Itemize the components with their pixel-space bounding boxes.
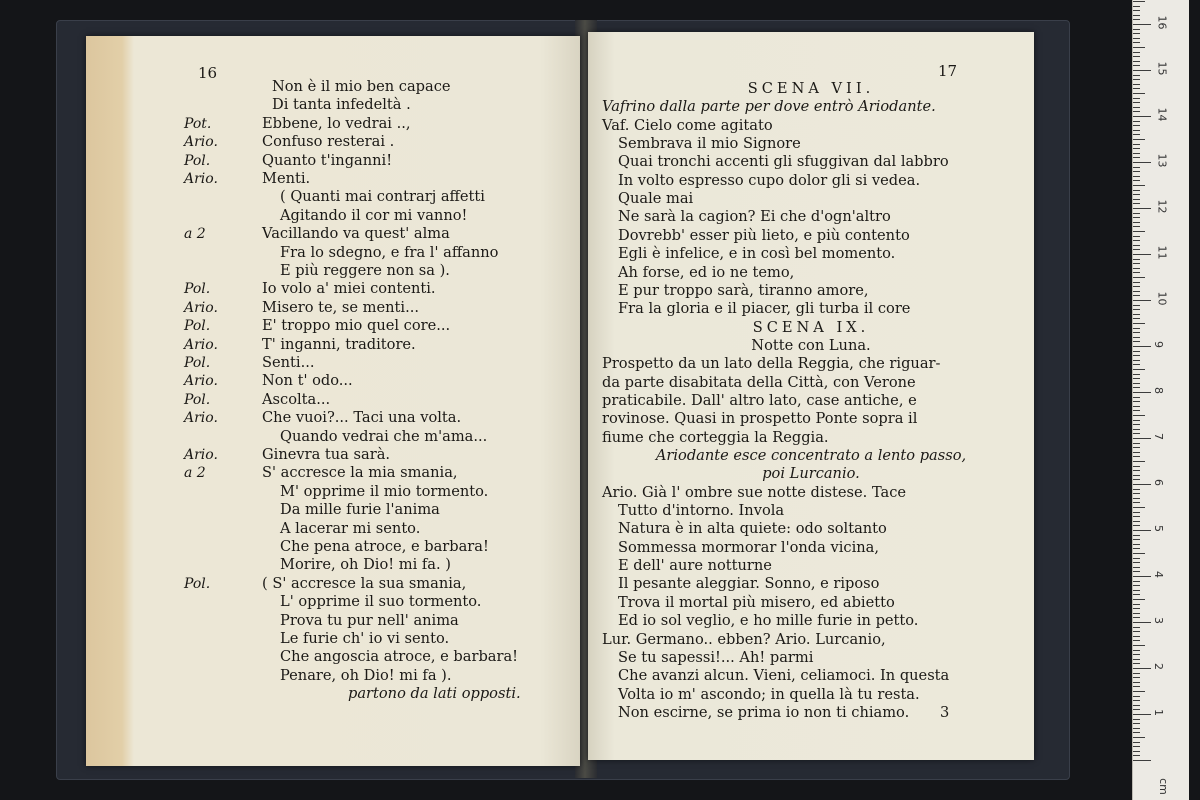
right-line-24: Natura è in alta quiete: odo soltanto [618, 520, 887, 538]
ruler-tick [1133, 521, 1140, 522]
right-line-33: Volta io m' ascondo; in quella là tu resta. [618, 685, 920, 703]
right-line-11: E pur troppo sarà, tiranno amore, [618, 281, 869, 299]
ruler-tick [1133, 33, 1140, 34]
ruler-tick [1133, 613, 1140, 614]
left-speaker-12: Ario. [184, 299, 218, 316]
ruler-tick [1133, 466, 1140, 467]
ruler-tick [1133, 56, 1140, 57]
ruler-tick [1133, 337, 1140, 338]
ruler-tick [1133, 351, 1140, 352]
ruler-tick [1133, 447, 1140, 448]
ruler-tick [1133, 737, 1145, 738]
left-line-33: partono da lati opposti. [348, 685, 521, 703]
ruler-tick [1133, 581, 1140, 582]
right-line-20: Ariodante esce concentrato a lento passo, [655, 447, 967, 464]
left-page-number: 16 [198, 64, 218, 82]
ruler-tick [1133, 755, 1140, 756]
right-line-10: Ah forse, ed io ne temo, [618, 263, 795, 281]
ruler-tick [1133, 682, 1140, 683]
left-line-7: Agitando il cor mi vanno! [280, 206, 468, 224]
ruler-tick [1133, 369, 1145, 370]
left-speaker-27: Pol. [184, 575, 211, 592]
ruler-tick [1133, 277, 1145, 278]
ruler-tick [1133, 571, 1140, 572]
right-line-18: rovinose. Quasi in prospetto Ponte sopra il [602, 410, 918, 428]
right-line-34: Non escirne, se prima io non ti chiamo. [618, 703, 910, 721]
ruler-tick [1133, 631, 1140, 632]
ruler-number: 2 [1152, 663, 1165, 670]
left-line-27: ( S' accresce la sua smania, [262, 574, 467, 592]
ruler-tick [1133, 332, 1140, 333]
ruler-tick [1133, 93, 1145, 94]
ruler-tick [1133, 728, 1140, 729]
ruler-tick [1133, 254, 1151, 255]
right-line-12: Fra la gloria e il piacer, gli turba il core [618, 300, 911, 318]
ruler-tick [1133, 194, 1140, 195]
ruler-tick [1133, 401, 1140, 402]
left-line-14: T' inganni, traditore. [262, 335, 416, 353]
ruler-tick [1133, 622, 1151, 623]
ruler-tick [1133, 548, 1140, 549]
ruler-tick [1133, 42, 1140, 43]
ruler-tick [1133, 673, 1140, 674]
ruler-tick [1133, 102, 1140, 103]
ruler-tick [1133, 677, 1140, 678]
ruler-tick [1133, 498, 1140, 499]
ruler-tick [1133, 424, 1140, 425]
ruler-tick [1133, 645, 1145, 646]
ruler-tick [1133, 516, 1140, 517]
ruler-tick [1133, 268, 1140, 269]
right-page [588, 32, 1034, 760]
ruler-tick [1133, 323, 1145, 324]
right-line-7: Ne sarà la cagion? Ei che d'ogn'altro [618, 208, 891, 226]
ruler-tick [1133, 176, 1140, 177]
ruler-tick [1133, 134, 1140, 135]
ruler-tick [1133, 88, 1140, 89]
right-line-30: Lur. Germano.. ebben? Ario. Lurcanio, [602, 630, 886, 648]
right-line-23: Tutto d'intorno. Invola [618, 502, 785, 520]
left-speaker-14: Ario. [184, 336, 218, 353]
ruler-tick [1133, 410, 1140, 411]
ruler-tick [1133, 61, 1140, 62]
ruler-tick [1133, 608, 1140, 609]
left-speaker-11: Pol. [184, 281, 211, 298]
left-line-18: Che vuoi?... Taci una volta. [262, 409, 462, 427]
left-line-8: Vacillando va quest' alma [262, 225, 450, 243]
right-line-17: praticabile. Dall' altro lato, case antiche, e [602, 391, 917, 409]
left-speaker-8: a 2 [184, 226, 206, 243]
right-line-14: Notte con Luna. [751, 336, 871, 354]
ruler-tick [1133, 328, 1140, 329]
ruler-tick [1133, 364, 1140, 365]
ruler-tick [1133, 148, 1140, 149]
right-line-27: Il pesante aleggiar. Sonno, e riposo [618, 575, 880, 593]
ruler-tick [1133, 121, 1140, 122]
ruler-tick [1133, 139, 1145, 140]
ruler-tick [1133, 240, 1140, 241]
scene-heading-13: SCENA IX. [752, 318, 870, 336]
ruler-tick [1133, 544, 1140, 545]
ruler-tick [1133, 305, 1140, 306]
ruler-tick [1133, 190, 1140, 191]
ruler-tick [1133, 553, 1145, 554]
ruler-tick [1133, 125, 1140, 126]
left-speaker-5: Ario. [184, 171, 218, 187]
left-line-25: Che pena atroce, e barbara! [280, 538, 489, 555]
ruler-tick [1133, 760, 1151, 761]
ruler-tick [1133, 438, 1151, 439]
ruler-tick [1133, 461, 1145, 462]
right-line-28: Trova il mortal più misero, ed abietto [618, 593, 895, 611]
ruler-tick [1133, 585, 1140, 586]
ruler-tick [1133, 222, 1140, 223]
ruler-tick [1133, 341, 1140, 342]
ruler-tick [1133, 300, 1151, 301]
right-page-number: 17 [938, 62, 958, 80]
ruler-tick [1133, 314, 1140, 315]
ruler-tick [1133, 590, 1140, 591]
left-line-21: S' accresce la mia smania, [262, 464, 458, 482]
left-line-6: ( Quanti mai contrarj affetti [280, 188, 485, 206]
right-line-26: E dell' aure notturne [618, 557, 772, 575]
right-line-3: Sembrava il mio Signore [618, 135, 801, 153]
ruler-tick [1133, 594, 1140, 595]
left-line-30: Le furie ch' io vi sento. [280, 630, 450, 647]
ruler-tick [1133, 392, 1151, 393]
right-line-19: fiume che corteggia la Reggia. [602, 428, 829, 446]
left-line-5: Menti. [262, 170, 311, 187]
ruler-tick [1133, 719, 1140, 720]
ruler-tick [1133, 84, 1140, 85]
ruler-tick [1133, 558, 1140, 559]
ruler-tick [1133, 245, 1140, 246]
ruler-number: 15 [1155, 61, 1169, 76]
left-line-22: M' opprime il mio tormento. [280, 482, 489, 500]
ruler-tick [1133, 157, 1140, 158]
ruler-tick [1133, 24, 1151, 25]
ruler-tick [1133, 507, 1145, 508]
left-line-32: Penare, oh Dio! mi fa ). [280, 666, 452, 684]
right-line-15: Prospetto da un lato della Reggia, che riguar- [602, 355, 941, 373]
right-line-21: poi Lurcanio. [762, 465, 860, 483]
right-line-6: Quale mai [618, 190, 694, 208]
ruler-tick [1133, 52, 1140, 53]
ruler-tick [1133, 530, 1151, 531]
left-line-9: Fra lo sdegno, e fra l' affanno [280, 243, 499, 261]
right-line-4: Quai tronchi accenti gli sfuggivan dal labbro [618, 153, 949, 171]
ruler-tick [1133, 705, 1140, 706]
ruler-tick [1133, 535, 1140, 536]
left-speaker-18: Ario. [184, 410, 218, 427]
ruler-tick [1133, 525, 1140, 526]
ruler-tick [1133, 47, 1145, 48]
ruler-tick [1133, 456, 1140, 457]
ruler-tick [1133, 397, 1140, 398]
ruler-tick [1133, 263, 1140, 264]
measurement-ruler [1132, 0, 1189, 800]
ruler-number: 6 [1152, 479, 1165, 486]
ruler-tick [1133, 512, 1140, 513]
ruler-tick [1133, 700, 1140, 701]
ruler-tick [1133, 484, 1151, 485]
ruler-tick [1133, 732, 1140, 733]
left-line-23: Da mille furie l'anima [280, 501, 440, 519]
ruler-tick [1133, 723, 1140, 724]
left-line-24: A lacerar mi sento. [280, 519, 421, 537]
ruler-tick [1133, 29, 1140, 30]
ruler-number: 3 [1152, 617, 1165, 624]
ruler-tick [1133, 576, 1151, 577]
left-speaker-2: Pot. [184, 115, 212, 132]
ruler-number: 16 [1155, 15, 1169, 30]
ruler-number: 14 [1155, 107, 1169, 122]
ruler-tick [1133, 742, 1140, 743]
ruler-tick [1133, 153, 1140, 154]
ruler-tick [1133, 226, 1140, 227]
ruler-tick [1133, 567, 1140, 568]
left-line-13: E' troppo mio quel core... [262, 317, 451, 335]
ruler-tick [1133, 65, 1140, 66]
left-speaker-13: Pol. [184, 318, 211, 335]
left-speaker-21: a 2 [184, 465, 206, 482]
left-line-26: Morire, oh Dio! mi fa. ) [280, 556, 451, 574]
ruler-tick [1133, 636, 1140, 637]
ruler-tick [1133, 360, 1140, 361]
ruler-tick [1133, 387, 1140, 388]
ruler-tick [1133, 98, 1140, 99]
right-line-8: Dovrebb' esser più lieto, e più contento [618, 226, 910, 244]
ruler-unit: cm [1156, 778, 1170, 795]
right-line-32: Che avanzi alcun. Vieni, celiamoci. In questa [618, 667, 950, 685]
ruler-tick [1133, 107, 1140, 108]
right-line-25: Sommessa mormorar l'onda vicina, [618, 538, 879, 556]
ruler-number: 9 [1152, 341, 1165, 348]
ruler-tick [1133, 452, 1140, 453]
ruler-tick [1133, 475, 1140, 476]
ruler-tick [1133, 346, 1151, 347]
left-speaker-4: Pol. [184, 152, 211, 169]
ruler-tick [1133, 111, 1140, 112]
ruler-tick [1133, 654, 1140, 655]
ruler-tick [1133, 383, 1140, 384]
ruler-tick [1133, 75, 1140, 76]
ruler-number: 5 [1152, 525, 1165, 532]
ruler-tick [1133, 6, 1140, 7]
ruler-tick [1133, 70, 1151, 71]
ruler-tick [1133, 203, 1140, 204]
left-line-10: E più reggere non sa ). [280, 262, 450, 279]
ruler-tick [1133, 259, 1140, 260]
scene-heading-0: SCENA VII. [747, 80, 875, 97]
ruler-tick [1133, 318, 1140, 319]
ruler-tick [1133, 286, 1140, 287]
ruler-tick [1133, 38, 1140, 39]
ruler-tick [1133, 420, 1140, 421]
ruler-tick [1133, 489, 1140, 490]
ruler-number: 11 [1155, 245, 1169, 260]
ruler-tick [1133, 180, 1140, 181]
ruler-tick [1133, 617, 1140, 618]
ruler-tick [1133, 291, 1140, 292]
right-line-5: In volto espresso cupo dolor gli si vedea. [618, 171, 921, 189]
ruler-tick [1133, 406, 1140, 407]
ruler-tick [1133, 691, 1145, 692]
ruler-tick [1133, 429, 1140, 430]
ruler-number: 8 [1152, 387, 1165, 394]
left-line-31: Che angoscia atroce, e barbara! [280, 648, 519, 666]
ruler-tick [1133, 130, 1140, 131]
ruler-tick [1133, 208, 1151, 209]
right-line-2: Vaf. Cielo come agitato [602, 116, 773, 134]
ruler-tick [1133, 213, 1140, 214]
ruler-tick [1133, 627, 1140, 628]
ruler-number: 10 [1155, 291, 1169, 306]
left-line-17: Ascolta... [262, 390, 331, 408]
ruler-tick [1133, 19, 1140, 20]
ruler-tick [1133, 309, 1140, 310]
ruler-tick [1133, 686, 1140, 687]
ruler-tick [1133, 79, 1140, 80]
left-speaker-17: Pol. [184, 391, 211, 408]
right-line-22: Ario. Già l' ombre sue notte distese. Tace [602, 483, 907, 501]
ruler-number: 13 [1155, 153, 1169, 168]
ruler-tick [1133, 217, 1140, 218]
left-line-28: L' opprime il suo tormento. [280, 593, 482, 611]
ruler-tick [1133, 493, 1140, 494]
ruler-tick [1133, 443, 1140, 444]
left-page [86, 36, 580, 766]
ruler-tick [1133, 659, 1140, 660]
ruler-number: 7 [1152, 433, 1165, 440]
signature-mark: 3 [940, 703, 950, 721]
left-line-11: Io volo a' miei contenti. [262, 280, 436, 298]
left-speaker-3: Ario. [184, 134, 218, 151]
ruler-tick [1133, 231, 1145, 232]
left-line-19: Quando vedrai che m'ama... [280, 427, 488, 445]
ruler-number: 12 [1155, 199, 1169, 214]
ruler-tick [1133, 604, 1140, 605]
ruler-tick [1133, 746, 1140, 747]
ruler-tick [1133, 539, 1140, 540]
ruler-tick [1133, 668, 1151, 669]
left-line-20: Ginevra tua sarà. [262, 446, 391, 463]
ruler-number: 1 [1152, 709, 1165, 716]
ruler-tick [1133, 470, 1140, 471]
ruler-tick [1133, 415, 1145, 416]
left-speaker-15: Pol. [184, 355, 211, 371]
right-line-9: Egli è infelice, e in così bel momento. [618, 245, 896, 263]
ruler-tick [1133, 433, 1140, 434]
ruler-tick [1133, 272, 1140, 273]
ruler-tick [1133, 640, 1140, 641]
ruler-tick [1133, 709, 1140, 710]
left-speaker-16: Ario. [184, 373, 218, 390]
ruler-tick [1133, 167, 1140, 168]
left-line-1: Di tanta infedeltà . [272, 96, 411, 114]
ruler-tick [1133, 15, 1140, 16]
ruler-tick [1133, 144, 1140, 145]
left-line-16: Non t' odo... [262, 372, 353, 390]
right-line-1: Vafrino dalla parte per dove entrò Ariodante. [602, 98, 936, 116]
ruler-tick [1133, 199, 1140, 200]
ruler-tick [1133, 249, 1140, 250]
ruler-tick [1133, 502, 1140, 503]
ruler-tick [1133, 295, 1140, 296]
right-line-29: Ed io sol veglio, e ho mille furie in petto. [618, 612, 919, 630]
left-line-3: Confuso resterai . [262, 133, 395, 151]
ruler-tick [1133, 10, 1140, 11]
ruler-tick [1133, 696, 1140, 697]
ruler-tick [1133, 1, 1145, 2]
ruler-tick [1133, 378, 1140, 379]
ruler-tick [1133, 751, 1140, 752]
left-line-0: Non è il mio ben capace [272, 78, 451, 95]
ruler-number: 4 [1152, 571, 1165, 578]
ruler-tick [1133, 479, 1140, 480]
ruler-tick [1133, 171, 1140, 172]
right-line-31: Se tu sapessi!... Ah! parmi [618, 648, 814, 666]
ruler-tick [1133, 562, 1140, 563]
ruler-tick [1133, 116, 1151, 117]
ruler-tick [1133, 162, 1151, 163]
ruler-tick [1133, 599, 1145, 600]
left-speaker-20: Ario. [184, 447, 218, 463]
left-line-4: Quanto t'inganni! [262, 151, 393, 169]
left-line-29: Prova tu pur nell' anima [280, 611, 459, 629]
ruler-tick [1133, 714, 1151, 715]
left-line-15: Senti... [262, 354, 315, 371]
ruler-tick [1133, 282, 1140, 283]
left-line-12: Misero te, se menti... [262, 298, 420, 316]
ruler-tick [1133, 185, 1145, 186]
ruler-tick [1133, 650, 1140, 651]
ruler-tick [1133, 663, 1140, 664]
ruler-tick [1133, 374, 1140, 375]
ruler-tick [1133, 355, 1140, 356]
left-line-2: Ebbene, lo vedrai .., [262, 114, 411, 132]
right-line-16: da parte disabitata della Città, con Verone [602, 373, 916, 391]
ruler-tick [1133, 236, 1140, 237]
